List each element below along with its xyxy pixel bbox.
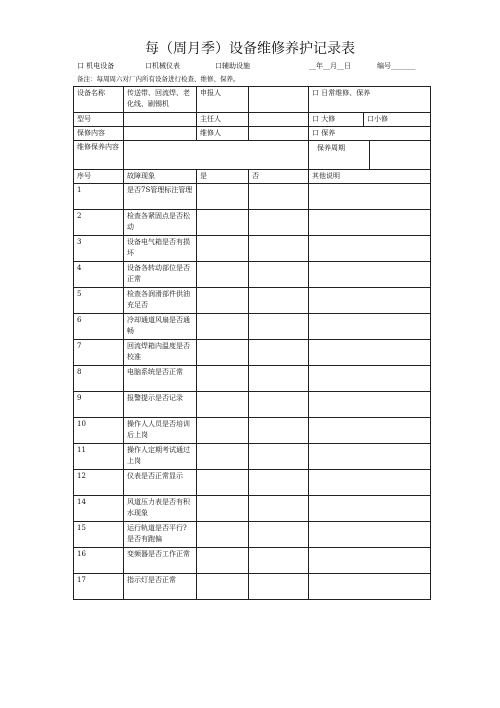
table-row	[74, 392, 431, 418]
row-remarks-cell[interactable]	[309, 496, 431, 522]
row-remarks-cell[interactable]	[309, 210, 431, 236]
row-remarks-cell[interactable]	[309, 522, 431, 548]
option-auxiliary[interactable]: 口辅助设施	[215, 62, 250, 70]
col-header-no: 序号	[74, 170, 124, 184]
row-item: 变频器是否工作正常	[124, 548, 197, 574]
row-yes-cell[interactable]	[197, 236, 249, 262]
row-item: 回流焊箱内温度是否校准	[124, 340, 197, 366]
row-yes-cell[interactable]	[197, 314, 249, 340]
model-label: 型号	[74, 113, 124, 127]
row-no-cell[interactable]	[249, 236, 309, 262]
mcontent-label: 维修保养内容	[74, 141, 124, 170]
row-number: 4	[74, 262, 124, 288]
table-row	[74, 366, 431, 392]
row-no-cell[interactable]	[249, 418, 309, 444]
major-repair-option[interactable]: 口 大修	[309, 113, 364, 127]
row-remarks-cell[interactable]	[309, 392, 431, 418]
row-no-cell[interactable]	[249, 184, 309, 210]
row-number: 11	[74, 444, 124, 470]
col-header-no-answer: 否	[249, 170, 309, 184]
row-item: 报警提示是否记录	[124, 392, 197, 418]
row-item: 设备各转动部位是否正常	[124, 262, 197, 288]
row-yes-cell[interactable]	[197, 392, 249, 418]
table-row	[74, 288, 431, 314]
row-no-cell[interactable]	[249, 340, 309, 366]
row-number: 1	[74, 184, 124, 210]
row-remarks-cell[interactable]	[309, 236, 431, 262]
table-row	[74, 418, 431, 444]
equip-name-label: 设备名称	[74, 87, 124, 113]
row-number: 17	[74, 574, 124, 600]
page-title: 每（周月季）设备维修养护记录表	[145, 41, 355, 57]
options-line	[77, 61, 437, 73]
row-item: 冷却通道风扇是否通畅	[124, 314, 197, 340]
col-header-fault: 故障现象	[124, 170, 197, 184]
row-no-cell[interactable]	[249, 444, 309, 470]
row-item: 操作人人员是否培训后上岗	[124, 418, 197, 444]
row-remarks-cell[interactable]	[309, 548, 431, 574]
row-remarks-cell[interactable]	[309, 340, 431, 366]
row-no-cell[interactable]	[249, 288, 309, 314]
table-row	[74, 314, 431, 340]
row-remarks-cell[interactable]	[309, 262, 431, 288]
date-field: __年__月__日	[309, 62, 351, 70]
row-yes-cell[interactable]	[197, 288, 249, 314]
row-remarks-cell[interactable]	[309, 366, 431, 392]
row-no-cell[interactable]	[249, 496, 309, 522]
row-yes-cell[interactable]	[197, 496, 249, 522]
row-number: 12	[74, 470, 124, 496]
number-field: 编号_______	[377, 62, 416, 70]
mcontent-value[interactable]	[124, 141, 309, 170]
row-number: 15	[74, 522, 124, 548]
table-row	[74, 236, 431, 262]
table-row	[74, 470, 431, 496]
row-number: 10	[74, 418, 124, 444]
table-row	[74, 522, 431, 548]
row-yes-cell[interactable]	[197, 184, 249, 210]
reporter-value[interactable]	[249, 87, 309, 113]
row-number: 8	[74, 366, 124, 392]
minor-repair-option[interactable]: 口小修	[364, 113, 431, 127]
option-electro[interactable]: 口 机电设备	[77, 62, 115, 70]
row-no-cell[interactable]	[249, 262, 309, 288]
row-yes-cell[interactable]	[197, 522, 249, 548]
manager-value[interactable]	[249, 113, 309, 127]
col-header-remarks: 其他说明	[309, 170, 431, 184]
row-item: 操作人定期考试通过上岗	[124, 444, 197, 470]
equip-name-value: 传送带、回流焊、老化线、刷锡机	[124, 87, 197, 113]
table-row	[74, 444, 431, 470]
table-row	[74, 574, 431, 600]
row-item: 是否7S管理标注管理	[124, 184, 197, 210]
table-row	[74, 210, 431, 236]
row-number: 3	[74, 236, 124, 262]
period-label: 保养周期	[317, 144, 345, 152]
row-number: 7	[74, 340, 124, 366]
row-item: 检查各润滑部件供油充足否	[124, 288, 197, 314]
row-no-cell[interactable]	[249, 522, 309, 548]
row-number: 2	[74, 210, 124, 236]
table-row	[74, 340, 431, 366]
row-item: 仪表是否正常显示	[124, 470, 197, 496]
row-remarks-cell[interactable]	[309, 288, 431, 314]
table-row	[74, 184, 431, 210]
row-number: 5	[74, 288, 124, 314]
table-row	[74, 496, 431, 522]
row-item: 检查各紧固点是否松动	[124, 210, 197, 236]
row-number: 14	[74, 496, 124, 522]
row-yes-cell[interactable]	[197, 262, 249, 288]
row-remarks-cell[interactable]	[309, 444, 431, 470]
row-yes-cell[interactable]	[197, 418, 249, 444]
period-divider	[369, 141, 370, 169]
content-label: 保修内容	[74, 127, 124, 141]
row-remarks-cell[interactable]	[309, 470, 431, 496]
row-item: 运行轨道是否平行?是否有跑偏	[124, 522, 197, 548]
content-value[interactable]	[124, 127, 197, 141]
row-yes-cell[interactable]	[197, 340, 249, 366]
row-number: 16	[74, 548, 124, 574]
row-remarks-cell[interactable]	[309, 418, 431, 444]
col-header-yes: 是	[197, 170, 249, 184]
maintain-option[interactable]: 口 保养	[309, 127, 431, 141]
row-item: 风道压力表是否有积水现象	[124, 496, 197, 522]
row-yes-cell[interactable]	[197, 548, 249, 574]
row-number: 9	[74, 392, 124, 418]
model-value[interactable]	[124, 113, 197, 127]
row-remarks-cell[interactable]	[309, 184, 431, 210]
row-item: 指示灯是否正常	[124, 574, 197, 600]
row-item: 电脑系统是否正常	[124, 366, 197, 392]
row-yes-cell[interactable]	[197, 444, 249, 470]
row-yes-cell[interactable]	[197, 470, 249, 496]
row-number: 6	[74, 314, 124, 340]
daily-maintenance-option[interactable]: 口 日常维修、保养	[309, 87, 431, 113]
reporter-label: 申报人	[197, 87, 249, 113]
period-cell	[309, 141, 431, 170]
row-remarks-cell[interactable]	[309, 574, 431, 600]
row-no-cell[interactable]	[249, 574, 309, 600]
note: 备注：每周周六对厂内所有设备进行检查、维修、保养。	[77, 75, 240, 83]
row-remarks-cell[interactable]	[309, 314, 431, 340]
row-item: 设备电气箱是否有损坏	[124, 236, 197, 262]
row-no-cell[interactable]	[249, 392, 309, 418]
row-no-cell[interactable]	[249, 210, 309, 236]
record-table	[73, 86, 431, 600]
row-no-cell[interactable]	[249, 366, 309, 392]
row-no-cell[interactable]	[249, 548, 309, 574]
row-no-cell[interactable]	[249, 470, 309, 496]
repairer-label: 维修人	[197, 127, 249, 141]
table-row	[74, 548, 431, 574]
repairer-value[interactable]	[249, 127, 309, 141]
row-yes-cell[interactable]	[197, 210, 249, 236]
option-instrument[interactable]: 口机械仪表	[145, 62, 180, 70]
manager-label: 主任人	[197, 113, 249, 127]
row-yes-cell[interactable]	[197, 574, 249, 600]
table-row	[74, 262, 431, 288]
row-yes-cell[interactable]	[197, 366, 249, 392]
row-no-cell[interactable]	[249, 314, 309, 340]
